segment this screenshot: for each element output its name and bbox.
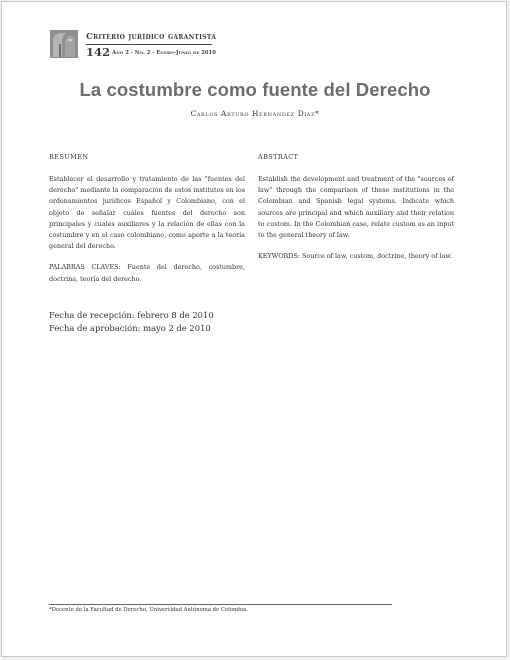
journal-name: Criterio jurídico garantista [86, 32, 217, 42]
footnote-divider [49, 604, 392, 605]
journal-logo-icon [50, 30, 78, 58]
received-date: Fecha de recepción: febrero 8 de 2010 [49, 310, 214, 320]
approved-date: Fecha de aprobación: mayo 2 de 2010 [49, 323, 211, 333]
resumen-column [49, 152, 245, 285]
abstract-body: Establish the development and treatment of the "sources of law" through the comparison of these institutions in the Colombian and Spanish legal systems. Indicate which sources are principal and which auxiliary and their relation to custom. In the Colombian case, relate custom as an input to the general theory of law. [258, 175, 454, 240]
submission-dates [49, 309, 214, 335]
abstract-heading: ABSTRACT [258, 153, 299, 161]
resumen-keywords: PALABRAS CLAVES: Fuente del derecho, costumbre, doctrina, teoría del derecho. [49, 263, 245, 283]
article-title: La costumbre como fuente del Derecho [79, 79, 431, 100]
issue-info: Año 2 - No. 2 - Enero-Junio de 2010 [112, 50, 216, 56]
resumen-body: Establecer el desarrollo y tratamiento de las "fuentes del derecho" mediante la comparación de estos institutos en los ordenamientos jurídicos Español y Colombiano, con el objeto de señalar cuáles fuentes del derecho son principales y cuales auxiliares y la relación de ellas con la costumbre y en el caso colombiano, como aporte a la teoría general del derecho. [49, 175, 245, 251]
abstract-column [258, 152, 454, 262]
author-footnote: *Docente de la Facultad de Derecho, Universidad Autónoma de Colombia. [49, 607, 248, 613]
article-author: Carlos Arturo Hernández Díaz* [190, 109, 320, 118]
page-number: 142 [86, 45, 111, 59]
abstract-keywords: KEYWORDS: Source of law, custom, doctrine, theory of law. [258, 252, 453, 261]
document-page [1, 1, 507, 657]
resumen-heading: RESUMEN [49, 153, 89, 161]
